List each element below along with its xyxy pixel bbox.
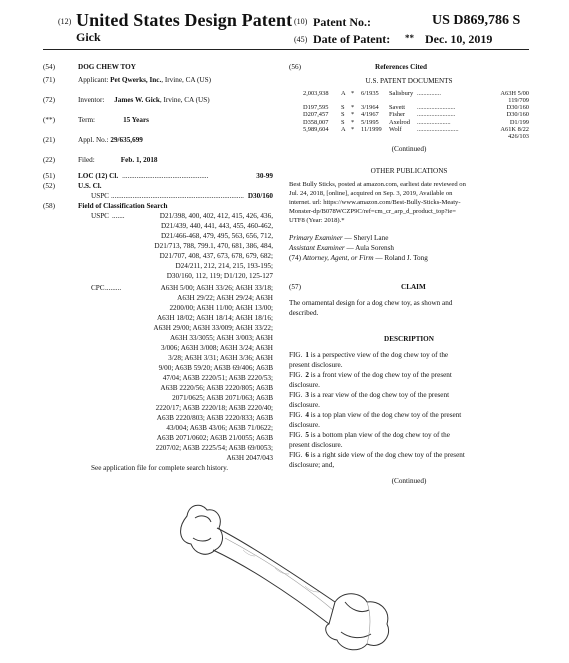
figure-text: is a rear view of the dog chew toy of the present — [308, 390, 450, 399]
reference-dots: ........................ — [417, 104, 456, 111]
cpc-search-line: 3/006; A63H 3/008; A63H 3/24; A63H — [160, 344, 273, 352]
uspc-search-line: D21/466-468, 479, 495, 563, 656, 712, — [160, 232, 273, 240]
patent-no-label: Patent No.: — [313, 15, 371, 29]
uspc-search-line: D21/439, 440, 441, 443, 455, 460-462, — [160, 222, 273, 230]
description-item — [289, 370, 529, 390]
reference-row — [289, 90, 529, 104]
reference-class: D30/160 — [506, 104, 529, 111]
figure-number: 4 — [305, 410, 309, 419]
figure-lead: FIG. — [289, 370, 303, 379]
field-51: (51) LOC (12) Cl. ................................................ 30-99 — [43, 172, 273, 180]
figure-text: is a bottom plan view of the dog chew toy of the — [308, 430, 450, 439]
figure-text-continued: disclosure. — [289, 420, 320, 429]
other-publication-line: UTF8 (Year: 2018).* — [289, 216, 345, 224]
cpc-search-line: 2220/17; A63B 2220/18; A63B 2220/40; — [155, 404, 273, 412]
figure-lead: FIG. — [289, 430, 303, 439]
figure-text-continued: disclosure; and, — [289, 460, 335, 469]
cpc-search-line: A63B 2071/0602; A63B 21/0055; A63B — [156, 434, 273, 442]
field-21: (21) Appl. No.: 29/635,699 — [43, 136, 143, 144]
description-item — [289, 350, 529, 370]
reference-dots: ............... — [417, 90, 441, 97]
figure-number: 5 — [305, 430, 309, 439]
field-58: (58) Field of Classification Search — [43, 202, 168, 210]
description-item — [289, 450, 529, 470]
figure-number: 2 — [305, 370, 309, 379]
cpc-search-line: 47/04; A63B 2220/51; A63B 2220/53; — [162, 374, 273, 382]
cpc-search-line: 3/28; A63H 3/31; A63H 3/36; A63H — [168, 354, 273, 362]
figure-text-continued: present disclosure. — [289, 360, 343, 369]
reference-class: A61K 8/22 — [500, 125, 529, 133]
field-search-uspc: USPC ....... D21/398, 400, 402, 412, 415, 426, 436, D21/439, 440, 441, 443, 455, 460-462, D21/466-468, 479, 495, 563, 656, 712, D21/713, 788, 799.1, 470, 681, 386, 484, D21/707, 408, 437, 673, 678, 679, 682; D24/211, 212, 214, 215, 193-195; D30/160, 112, 119; D1/120, 125-127 — [91, 212, 273, 280]
reference-name: Axelrod — [389, 118, 410, 126]
field-term: (**) Term: 15 Years — [43, 116, 149, 124]
cpc-search-line: A63H 5/00; A63H 33/26; A63H 33/18; — [160, 284, 273, 292]
reference-kind: S — [341, 111, 345, 119]
assistant-examiner: Assistant Examiner — Aula Sorensh — [289, 243, 395, 252]
figure-text-continued: disclosure. — [289, 380, 320, 389]
field-72: (72) Inventor: James W. Gick, Irvine, CA (US) — [43, 96, 210, 104]
uspc-search-line: D21/713, 788, 799.1, 470, 681, 386, 484, — [154, 242, 273, 250]
reference-star: * — [351, 111, 355, 119]
cpc-search-line: A63B 2220/56; A63B 2220/805; A63B — [160, 384, 273, 392]
reference-class: A63H 5/00 — [500, 90, 529, 97]
reference-date: 6/1935 — [361, 90, 379, 97]
cpc-search-line: 2207/02; A63B 2225/54; A63B 69/0053; — [155, 444, 273, 452]
cpc-search-lines — [133, 283, 273, 463]
reference-class: D1/199 — [509, 118, 529, 126]
figure-number: 1 — [305, 350, 309, 359]
attorney: (74) Attorney, Agent, or Firm — Roland J. Tong — [289, 253, 428, 262]
header-rule — [43, 49, 529, 50]
cpc-search-line: A63B 2220/803; A63B 2220/833; A63B — [156, 414, 273, 422]
reference-dots: ..................... — [417, 118, 451, 126]
date-code: (45) — [294, 35, 308, 44]
right-column — [289, 62, 529, 486]
cpc-search-line: 2071/0625; A63B 2071/063; A63B — [172, 394, 273, 402]
other-publication-line: internet. url: https://www.amazon.com/Best-Bully-Sticks-Meaty- — [289, 198, 461, 206]
reference-class-secondary: 426/103 — [508, 132, 529, 140]
other-publication-line: Jul. 24, 2018, [online], acquired on Sep. 3, 2019, Available on — [289, 189, 453, 197]
search-history-note: See application file for complete search history. — [91, 464, 229, 472]
inventor-surname: Gick — [76, 30, 101, 44]
uspc-search-line: D21/398, 400, 402, 412, 415, 426, 436, — [159, 212, 273, 220]
reference-number: D197,595 — [303, 104, 329, 111]
date-stars: ** — [405, 33, 414, 43]
description-title: DESCRIPTION — [384, 334, 434, 343]
reference-row — [289, 104, 529, 111]
reference-dots: ........................ — [417, 111, 456, 119]
cpc-search-line: 9/00; A63B 59/20; A63B 69/406; A63B — [158, 364, 273, 372]
reference-row — [289, 126, 529, 140]
reference-row — [289, 111, 529, 118]
figure-text: is a perspective view of the dog chew toy of the — [308, 350, 449, 359]
primary-examiner: Primary Examiner — Sheryl Lane — [289, 233, 389, 242]
date-label: Date of Patent: — [313, 32, 391, 46]
figure-text-continued: present disclosure. — [289, 440, 343, 449]
uspc-search-line: D21/707, 408, 437, 673, 678, 679, 682; — [159, 252, 273, 260]
uspc-class: USPC .......................................................................... D30/160 — [91, 192, 273, 200]
other-publication-line: Best Bully Sticks, posted at amazon.com, earliest date reviewed on — [289, 180, 466, 188]
field-71: (71) Applicant: Pet Qwerks, Inc., Irvine, CA (US) — [43, 76, 211, 84]
reference-class-secondary: 119/709 — [508, 97, 529, 104]
figure-number: 6 — [305, 450, 309, 459]
figure-lead: FIG. — [289, 350, 303, 359]
reference-date: 11/1999 — [361, 125, 382, 133]
cpc-search-line: A63H 2047/043 — [226, 454, 273, 462]
reference-dots: .......................... — [417, 125, 459, 133]
reference-number: D358,007 — [303, 118, 329, 126]
cpc-search-line: 2200/00; A63H 11/00; A63H 13/00; — [169, 304, 273, 312]
field-22: (22) Filed: Feb. 1, 2018 — [43, 156, 158, 164]
reference-number: D207,457 — [303, 111, 329, 119]
kind-code: (12) — [58, 17, 72, 26]
reference-number: 2,003,938 — [303, 90, 329, 97]
references-list — [289, 90, 529, 140]
claim-text — [289, 298, 529, 318]
reference-date: 4/1967 — [361, 111, 379, 119]
reference-name: Savett — [389, 104, 405, 111]
field-57: (57) CLAIM — [289, 282, 426, 291]
cpc-search-line: 43/004; A63B 43/06; A63B 71/0622; — [166, 424, 273, 432]
reference-date: 5/1995 — [361, 118, 379, 126]
reference-kind: S — [341, 104, 345, 111]
figure-text: is a top plan view of the dog chew toy of the present — [308, 410, 462, 419]
figure-lead: FIG. — [289, 390, 303, 399]
reference-name: Salisbury — [389, 90, 414, 97]
patent-number: US D869,786 S — [432, 13, 521, 28]
reference-date: 3/1964 — [361, 104, 379, 111]
description-item — [289, 430, 529, 450]
left-column — [43, 62, 273, 473]
reference-class: D30/160 — [506, 111, 529, 119]
description-item — [289, 410, 529, 430]
patent-no-code: (10) — [294, 17, 308, 26]
patent-date: Dec. 10, 2019 — [425, 32, 493, 46]
field-search-cpc: CPC ......... A63H 5/00; A63H 33/26; A63H 33/18; A63H 29/22; A63H 29/24; A63H 2200/00; A63H 11/00; A63H 13/00; A63H 18/02; A63H 18/14; A63H 18/16; A63H 29/00; A63H 33/009; A63H 33/22; A63H 33/3055; A63H 3/003; A63H 3/006; A63H 3/008; A63H 3/24; A63H 3/28; A63H 3/31; A63H 3/36; A63H 9/00; A63B 59/20; A63B 69/406; A63B 47/04; A63B 2220/51; A63B 2220/53; A63B 2220/56; A63B 2220/805; A63B 2071/0625; A63B 2071/063; A63B 2220/17; A63B 2220/18; A63B 2220/40; A63B 2220/803; A63B 2220/833; A63B 43/004; A63B 43/06; A63B 71/0622; A63B 2071/0602; A63B 21/0055; A63B 2207/02; A63B 2225/54; A63B 69/0053; A63H 2047/043 — [91, 284, 273, 462]
cpc-search-line: A63H 29/00; A63H 33/009; A63H 33/22; — [153, 324, 273, 332]
reference-name: Fisher — [389, 111, 405, 119]
reference-kind: A — [341, 125, 346, 133]
cpc-search-line: A63H 29/22; A63H 29/24; A63H — [177, 294, 273, 302]
dog-chew-toy-drawing — [165, 498, 410, 658]
reference-star: * — [351, 118, 355, 126]
field-54: (54) DOG CHEW TOY — [43, 63, 136, 71]
other-publications-title: OTHER PUBLICATIONS — [370, 166, 448, 175]
document-title: United States Design Patent — [76, 10, 293, 30]
reference-star: * — [351, 90, 355, 97]
uspc-search-line: D24/211, 212, 214, 215, 193-195; — [175, 262, 273, 270]
claim-line: The ornamental design for a dog chew toy, as shown and — [289, 298, 453, 307]
reference-name: Wolf — [389, 125, 402, 133]
field-52: (52) U.S. Cl. — [43, 182, 102, 190]
uspc-search-lines — [133, 211, 273, 281]
reference-star: * — [351, 104, 355, 111]
reference-star: * — [351, 125, 355, 133]
figure-lead: FIG. — [289, 450, 303, 459]
cpc-search-line: A63H 33/3055; A63H 3/003; A63H — [169, 334, 273, 342]
reference-row — [289, 119, 529, 126]
description-list — [289, 350, 529, 470]
description-continued: (Continued) — [391, 476, 427, 485]
references-continued: (Continued) — [391, 144, 427, 153]
figure-text: is a right side view of the dog chew toy of the present — [308, 450, 465, 459]
description-item — [289, 390, 529, 410]
reference-kind: A — [341, 90, 346, 97]
figure-text-continued: disclosure. — [289, 400, 320, 409]
other-publications-text — [289, 180, 529, 225]
figure-number: 3 — [305, 390, 309, 399]
field-56: (56) References Cited — [289, 63, 427, 71]
other-publication-line: Monster-dp/B078WCZP9C/ref=cm_cr_arp_d_product_top?ie= — [289, 207, 456, 215]
reference-kind: S — [341, 118, 345, 126]
us-patent-documents-title: U.S. PATENT DOCUMENTS — [365, 77, 453, 85]
uspc-search-line: D30/160, 112, 119; D1/120, 125-127 — [166, 272, 273, 280]
figure-text: is a front view of the dog chew toy of the present — [308, 370, 452, 379]
reference-number: 5,989,604 — [303, 125, 329, 133]
figure-lead: FIG. — [289, 410, 303, 419]
cpc-search-line: A63H 18/02; A63H 18/14; A63H 18/16; — [156, 314, 273, 322]
claim-line: described. — [289, 308, 319, 317]
